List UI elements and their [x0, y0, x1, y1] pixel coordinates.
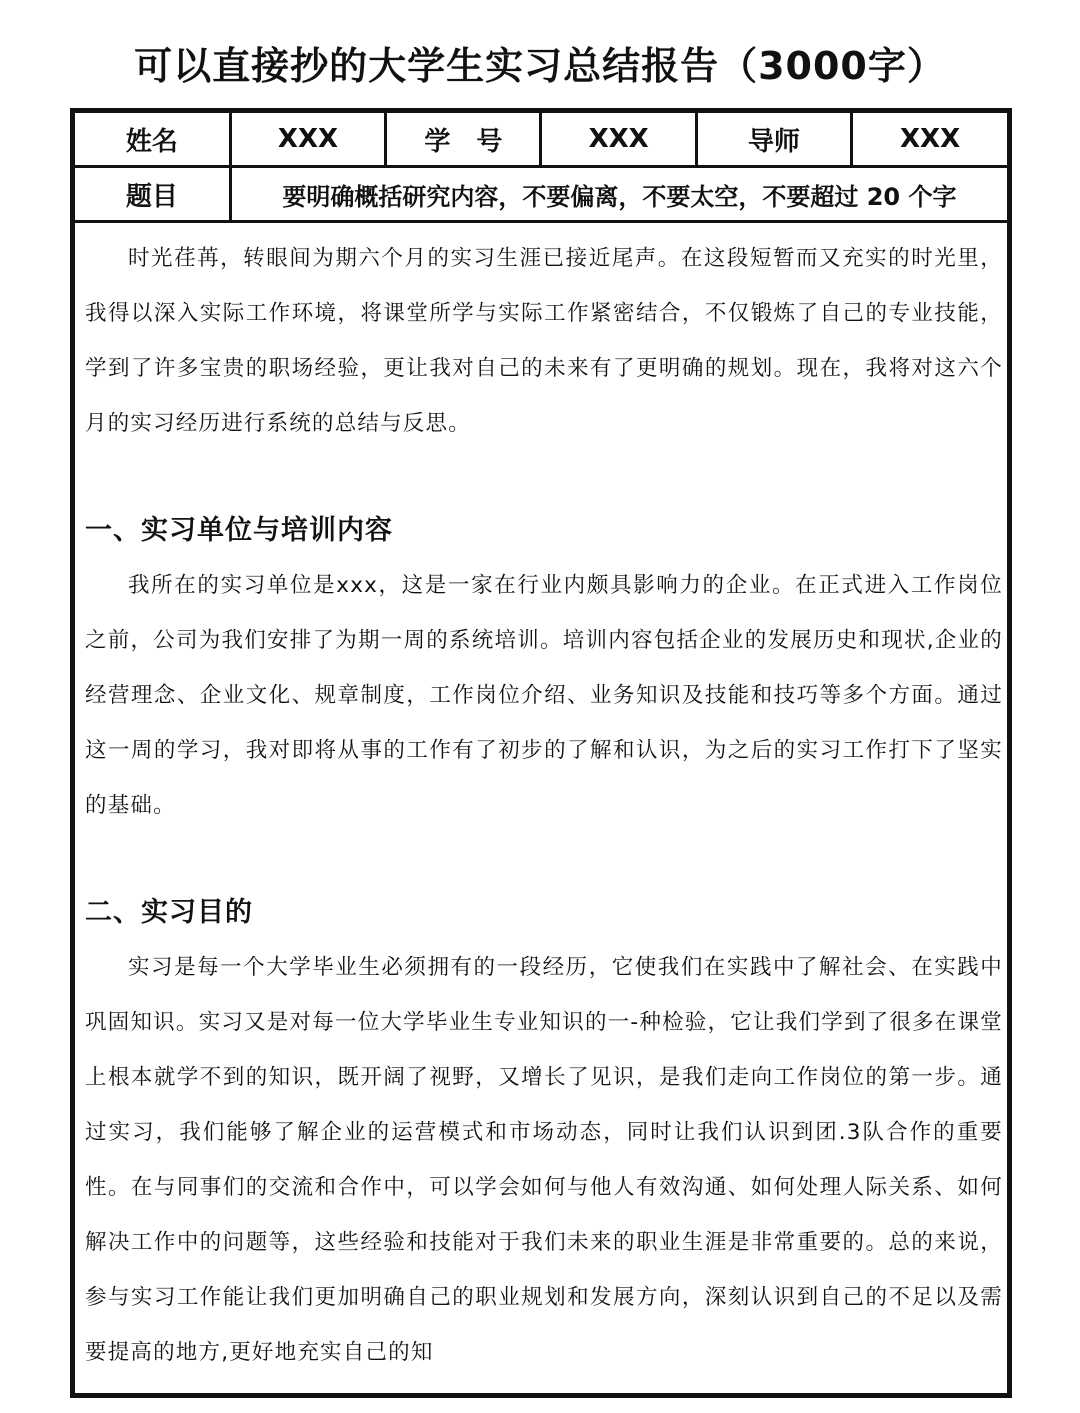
page-title: 可以直接抄的大学生实习总结报告（3000字）: [134, 44, 946, 88]
section-paragraph-1: 我所在的实习单位是xxx，这是一家在行业内颇具影响力的企业。在正式进入工作岗位之前，公司为我们安排了为期一周的系统培训。培训内容包括企业的发展历史和现状,企业的经营理念、企业文化、规章制度，工作岗位介绍、业务知识及技能和技巧等多个方面。通过这一周的学习，我对即将从事的工作有了初步的了解和认识，为之后的实习工作打下了坚实的基础。: [85, 573, 1003, 818]
topic-value: 要明确概括研究内容，不要偏离，不要太空，不要超过 20 个字: [230, 167, 1007, 222]
advisor-label: 导师: [696, 113, 851, 167]
student-id-label: 学 号: [386, 113, 541, 167]
topic-label: 题目: [75, 167, 230, 222]
report-form: [70, 108, 1012, 1398]
section-heading-2: 二、实习目的: [85, 897, 253, 928]
section-paragraph-2: 实习是每一个大学毕业生必须拥有的一段经历，它使我们在实践中了解社会、在实践中巩固知识。实习又是对每一位大学毕业生专业知识的一-种检验，它让我们学到了很多在课堂上根本就学不到的知识，既开阔了视野，又增长了见识，是我们走向工作岗位的第一步。通过实习，我们能够了解企业的运营模式和市场动态，同时让我们认识到团.3队合作的重要性。在与同事们的交流和合作中，可以学会如何与他人有效沟通、如何处理人际关系、如何解决工作中的问题等，这些经验和技能对于我们未来的职业生涯是非常重要的。总的来说，参与实习工作能让我们更加明确自己的职业规划和发展方向，深刻认识到自己的不足以及需要提高的地方,更好地充实自己的知: [85, 955, 1003, 1365]
name-label: 姓名: [75, 113, 230, 167]
spacer: [85, 833, 1003, 885]
advisor-value: XXX: [852, 113, 1007, 167]
info-row-topic: [75, 167, 1007, 222]
report-body: [75, 223, 1007, 1380]
intro-paragraph: 时光荏苒，转眼间为期六个月的实习生涯已接近尾声。在这段短暂而又充实的时光里，我得以深入实际工作环境，将课堂所学与实际工作紧密结合，不仅锻炼了自己的专业技能，学到了许多宝贵的职场经验，更让我对自己的未来有了更明确的规划。现在，我将对这六个月的实习经历进行系统的总结与反思。: [85, 246, 1003, 436]
student-id-value: XXX: [541, 113, 696, 167]
section-heading-1: 一、实习单位与培训内容: [85, 515, 393, 546]
spacer: [85, 451, 1003, 503]
name-value: XXX: [230, 113, 385, 167]
info-table: [75, 113, 1007, 223]
info-row-basic: [75, 113, 1007, 167]
